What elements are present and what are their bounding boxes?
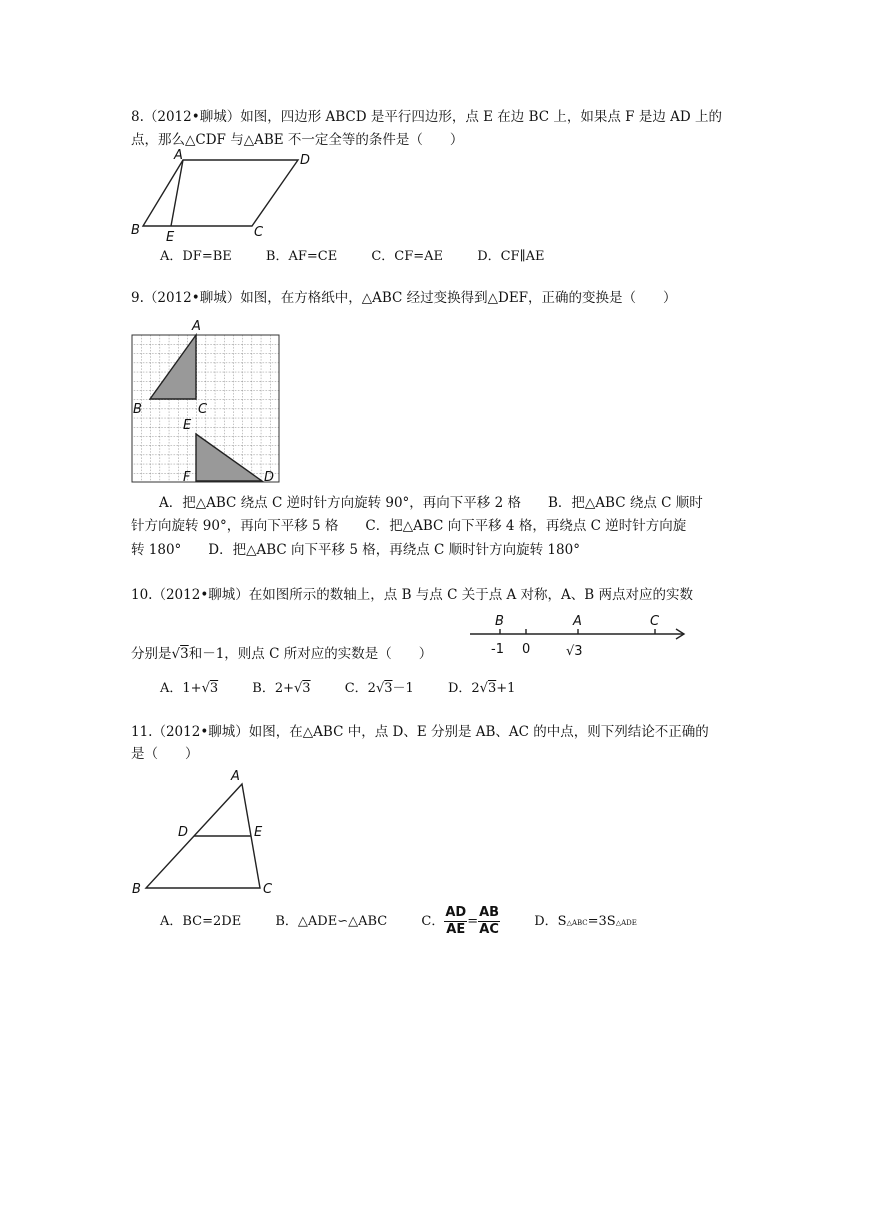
label-a: A [174,148,183,163]
label-b: B [133,402,142,417]
q10-text-line2: 分别是√3和－1，则点 C 所对应的实数是（ ） [131,646,433,662]
q8-parallelogram-figure [128,148,318,242]
q11-text-line2: 是（ ） [131,746,199,762]
q11-triangle-figure [128,766,288,900]
q11-option-a: A．BC=2DE [160,914,242,929]
q11-option-b: B．△ADE∽△ABC [275,914,388,929]
q8-option-a: A．DF=BE [160,249,232,264]
q10-text-line1: 10.（2012•聊城）在如图所示的数轴上，点 B 与点 C 关于点 A 对称，A、B 两点对应的实数 [131,587,693,603]
q10-option-b: B．2+√3 [252,681,311,696]
q11-option-c: C． $\frac{AD}{AE}$ = $\frac{AB}{AC}$ [421,905,500,937]
q10-option-d: D．2√3+1 [447,681,516,696]
label-d: D [264,470,275,485]
q9-option-line1: A．把△ABC 绕点 C 逆时针方向旋转 90°，再向下平移 2 格 B．把△ABC 绕点 C 顺时 [159,495,703,511]
label-c: C [198,402,208,417]
q11-text-line1: 11.（2012•聊城）如图，在△ABC 中，点 D、E 分别是 AB、AC 的中点，则下列结论不正确的 [131,724,709,740]
label-f: F [183,470,191,485]
label-e: E [254,825,263,840]
q9-text-line1: 9.（2012•聊城）如图，在方格纸中，△ABC 经过变换得到△DEF，正确的变换是（ ） [131,290,677,306]
label-zero: 0 [522,642,531,657]
q8-option-d: D．CF∥AE [477,249,545,264]
q9-option-line3: 转 180° D．把△ABC 向下平移 5 格，再绕点 C 顺时针方向旋转 180° [131,542,580,558]
label-e: E [166,230,175,242]
q10-option-c: C．2√3－1 [344,681,414,696]
label-d: D [178,825,189,840]
label-neg1: -1 [491,642,504,657]
sqrt-3: 3 [180,646,189,662]
q9-option-line2: 针方向旋转 90°，再向下平移 5 格 C．把△ABC 向下平移 4 格，再绕点 C 逆时针方向旋 [131,518,687,534]
label-c: C [263,882,273,897]
label-e: E [183,418,192,433]
q8-text-line2: 点，那么△CDF 与△ABE 不一定全等的条件是（ ） [131,132,464,148]
q10-options [160,677,545,696]
label-a: A [573,614,582,629]
label-a: A [192,319,201,334]
label-b: B [495,614,504,629]
q10-number-line-figure [462,610,692,662]
q8-options [160,245,574,264]
label-c: C [254,225,264,240]
label-c: C [650,614,660,629]
q8-text-line1: 8.（2012•聊城）如图，四边形 ABCD 是平行四边形，点 E 在边 BC 上，如果点 F 是边 AD 上的 [131,109,722,125]
label-a: A [231,769,240,784]
label-sqrt3: √3 [566,644,583,659]
q8-option-c: C．CF=AE [371,249,444,264]
q11-option-d: D．S△ABC=3S△ADE [534,914,637,929]
q9-grid-figure [126,315,286,485]
label-b: B [131,223,140,238]
q8-option-b: B．AF=CE [265,249,338,264]
label-d: D [300,153,311,168]
q11-options [160,905,667,938]
label-b: B [132,882,141,897]
parallelogram-abcd [143,160,298,226]
q10-option-a: A．1+√3 [160,681,219,696]
